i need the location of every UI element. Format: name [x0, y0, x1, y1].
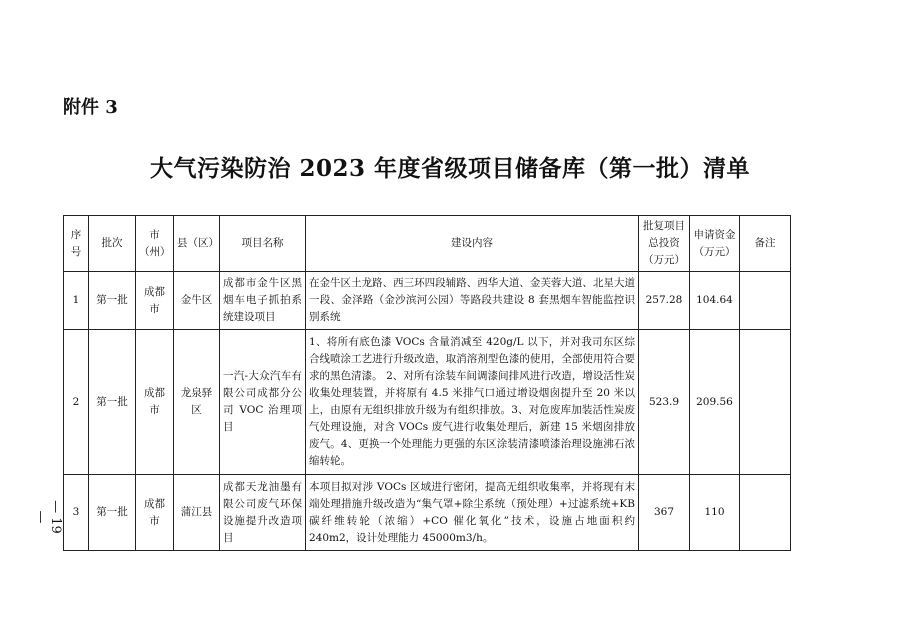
- cell-city: 成都市: [136, 475, 174, 551]
- cell-city: 成都市: [136, 330, 174, 475]
- attachment-label: 附件 3: [63, 97, 118, 118]
- header-city: 市（州）: [136, 216, 174, 272]
- cell-funding: 110: [690, 475, 740, 551]
- header-county: 县（区）: [174, 216, 220, 272]
- header-batch: 批次: [89, 216, 136, 272]
- cell-project: 成都市金牛区黑烟车电子抓拍系统建设项目: [220, 272, 306, 330]
- cell-investment: 257.28: [639, 272, 690, 330]
- cell-content: 在金牛区土龙路、西三环四段辅路、西华大道、金芙蓉大道、北星大道一段、金泽路（金沙滨河公园）等路段共建设 8 套黑烟车智能监控识别系统: [306, 272, 639, 330]
- cell-county: 龙泉驿区: [174, 330, 220, 475]
- document-title: 大气污染防治 2023 年度省级项目储备库（第一批）清单: [149, 155, 751, 182]
- cell-county: 金牛区: [174, 272, 220, 330]
- cell-batch: 第一批: [89, 330, 136, 475]
- cell-city: 成都市: [136, 272, 174, 330]
- cell-remark: [740, 272, 791, 330]
- cell-batch: 第一批: [89, 475, 136, 551]
- cell-remark: [740, 330, 791, 475]
- table-row: [64, 272, 791, 330]
- header-row: [64, 216, 791, 272]
- header-content: 建设内容: [306, 216, 639, 272]
- header-funding: 申请资金（万元）: [690, 216, 740, 272]
- cell-batch: 第一批: [89, 272, 136, 330]
- cell-seq: 2: [64, 330, 89, 475]
- cell-county: 蒲江县: [174, 475, 220, 551]
- project-table: [63, 215, 791, 551]
- cell-content: 本项目拟对涉 VOCs 区域进行密闭，提高无组织收集率，并将现有末端处理措施升级改造为“集气罩+除尘系统（预处理）+过滤系统+KB 碳纤维转轮（浓缩）+CO 催化氧化”技术，设施占地面积约 240m2，设计处理能力 45000m3/h。: [306, 475, 639, 551]
- cell-project: 成都天龙油墨有限公司废气环保设施提升改造项目: [220, 475, 306, 551]
- cell-content: 1、将所有底色漆 VOCs 含量消减至 420g/L 以下，并对我司东区综合线喷涂工艺进行升级改造，取消溶剂型色漆的使用，全部使用符合要求的黑色清漆。 2、对所有涂装车间调漆间排风进行改造，增设活性炭收集处理装置，并将原有 4.5 米排气口通过增设烟囱提升至 20 米以上，由原有无组织排放升级为有组织排放。3、对危废库加装活性炭废气处理设施，对含 VOCs 废气进行收集处理后，新建 15 米烟囱排放废气。4、更换一个处理能力更强的东区涂装清漆喷漆治理设施沸石浓缩转轮。: [306, 330, 639, 475]
- cell-funding: 104.64: [690, 272, 740, 330]
- cell-seq: 1: [64, 272, 89, 330]
- table-row: [64, 475, 791, 551]
- cell-investment: 367: [639, 475, 690, 551]
- cell-remark: [740, 475, 791, 551]
- cell-investment: 523.9: [639, 330, 690, 475]
- table-row: [64, 330, 791, 475]
- header-project: 项目名称: [220, 216, 306, 272]
- cell-funding: 209.56: [690, 330, 740, 475]
- page-number: — 19 —: [33, 500, 63, 534]
- header-remark: 备注: [740, 216, 791, 272]
- cell-project: 一汽-大众汽车有限公司成都分公司 VOC 治理项目: [220, 330, 306, 475]
- header-seq: 序号: [64, 216, 89, 272]
- header-investment: 批复项目总投资（万元）: [639, 216, 690, 272]
- cell-seq: 3: [64, 475, 89, 551]
